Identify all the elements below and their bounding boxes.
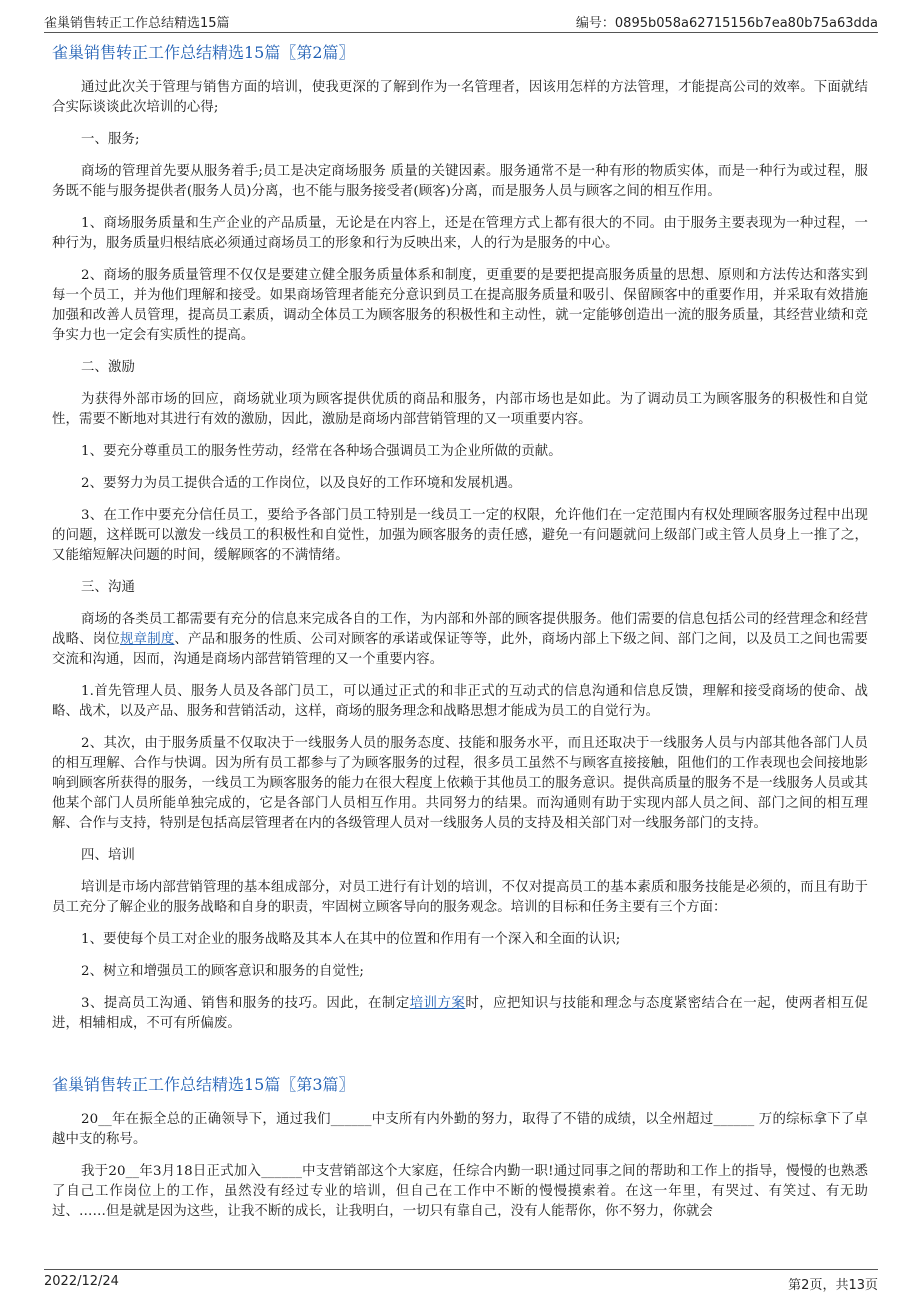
text-segment: 时，应把知识与技能和理念与态度紧密结合在一起，使两者相互促进，相辅相成，不可有所偏废。 bbox=[52, 996, 868, 1031]
rules-link[interactable]: 规章制度 bbox=[120, 632, 175, 647]
paragraph: 1.首先管理人员、服务人员及各部门员工，可以通过正式的和非正式的互动式的信息沟通和信息反馈，理解和接受商场的使命、战略、战术，以及产品、服务和营销活动，这样，商场的服务理念和战略思想才能成为员工的自觉行为。 bbox=[52, 684, 868, 719]
paragraph: 为获得外部市场的回应，商场就业项为顾客提供优质的商品和服务，内部市场也是如此。为了调动员工为顾客服务的积极性和自觉性，需要不断地对其进行有效的激励，因此，激励是商场内部营销管理的又一项重要内容。 bbox=[52, 392, 868, 427]
paragraph-with-link bbox=[52, 610, 868, 670]
text-segment: 、产品和服务的性质、公司对顾客的承诺或保证等等，此外，商场内部上下级之间、部门之间，以及员工之间也需要交流和沟通，因而，沟通是商场内部营销管理的又一个重要内容。 bbox=[52, 632, 868, 667]
training-plan-link[interactable]: 培训方案 bbox=[409, 996, 466, 1011]
section-title-2: 雀巢销售转正工作总结精选15篇〖第2篇〗 bbox=[52, 43, 355, 62]
subheading-service: 一、服务; bbox=[81, 132, 140, 147]
header-doc-code: 编号：0895b058a62715156b7ea80b75a63dda bbox=[575, 16, 878, 31]
paragraph: 20__年在振全总的正确领导下，通过我们______中支所有内外勤的努力，取得了不错的成绩，以全州超过______ 万的综标拿下了卓越中支的称号。 bbox=[52, 1112, 868, 1147]
section-title-3: 雀巢销售转正工作总结精选15篇〖第3篇〗 bbox=[52, 1075, 355, 1094]
text-segment: 3、提高员工沟通、销售和服务的技巧。因此，在制定 bbox=[81, 996, 410, 1011]
paragraph: 我于20__年3月18日正式加入______中支营销部这个大家庭，任综合内勤一职!通过同事之间的帮助和工作上的指导，慢慢的也熟悉了自己工作岗位上的工作，虽然没有经过专业的培训，但自己在工作中不断的慢慢摸索着。在这一年里，有哭过、有笑过、有无助过、……但是就是因为这些，让我不断的成长，让我明白，一切只有靠自己，没有人能帮你，你不努力，你就会 bbox=[52, 1164, 868, 1219]
subheading-communication: 三、沟通 bbox=[81, 580, 135, 595]
paragraph: 1、商场服务质量和生产企业的产品质量，无论是在内容上，还是在管理方式上都有很大的不同。由于服务主要表现为一种过程，一种行为，服务质量归根结底必须通过商场员工的形象和行为反映出来，人的行为是服务的中心。 bbox=[52, 216, 868, 251]
paragraph: 培训是市场内部营销管理的基本组成部分，对员工进行有计划的培训，不仅对提高员工的基本素质和服务技能是必须的，而且有助于员工充分了解企业的服务战略和自身的职责，牢固树立顾客导向的服务观念。培训的目标和任务主要有三个方面： bbox=[52, 880, 868, 915]
subheading-training: 四、培训 bbox=[81, 848, 135, 863]
document-body bbox=[52, 36, 868, 1234]
page-header bbox=[44, 8, 878, 33]
page-footer bbox=[44, 1269, 878, 1294]
paragraph: 商场的管理首先要从服务着手;员工是决定商场服务 质量的关键因素。服务通常不是一种有形的物质实体，而是一种行为或过程，服务既不能与服务提供者(服务人员)分离，也不能与服务接受者(顾客)分离，而是服务人员与顾客之间的相互作用。 bbox=[52, 164, 868, 199]
paragraph: 2、要努力为员工提供合适的工作岗位，以及良好的工作环境和发展机遇。 bbox=[81, 476, 522, 491]
paragraph: 2、其次，由于服务质量不仅取决于一线服务人员的服务态度、技能和服务水平，而且还取决于一线服务人员与内部其他各部门人员的相互理解、合作与快调。因为所有员工都参与了为顾客服务的过程，很多员工虽然不与顾客直接接触，阻他们的工作表现也会间接地影响到顾客所获得的服务，一线员工为顾客服务的能力在很大程度上依赖于其他员工的服务意识。提供高质量的服务不是一线服务人员或其他某个部门人员所能单独完成的，它是各部门人员相互作用。共同努力的结果。而沟通则有助于实现内部人员之间、部门之间的相互理解、合作与支持，特别是包括高层管理者在内的各级管理人员对一线服务人员的支持及相关部门对一线服务部门的支持。 bbox=[52, 736, 868, 831]
paragraph: 1、要使每个员工对企业的服务战略及其本人在其中的位置和作用有一个深入和全面的认识; bbox=[81, 932, 621, 947]
paragraph: 2、树立和增强员工的顾客意识和服务的自觉性; bbox=[81, 964, 365, 979]
footer-page-info: 第2页，共13页 bbox=[788, 1278, 878, 1293]
footer-date: 2022/12/24 bbox=[44, 1274, 119, 1289]
paragraph: 1、要充分尊重员工的服务性劳动，经常在各种场合强调员工为企业所做的贡献。 bbox=[81, 444, 562, 459]
text-segment: 商场的各类员工都需要有充分的信息来完成各自的工作，为内部和外部的顾客提供服务。他们需要的信息包括公司的经营理念和经营战略、岗位 bbox=[52, 612, 868, 647]
paragraph-with-link bbox=[52, 994, 868, 1034]
paragraph: 3、在工作中要充分信任员工，要给予各部门员工特别是一线员工一定的权限，允许他们在一定范围内有权处理顾客服务过程中出现的问题，这样既可以激发一线员工的积极性和自觉性，加强为顾客服务的责任感，避免一有问题就问上级部门或主管人员身上一推了之，又能缩短解决问题的时间，缓解顾客的不满情绪。 bbox=[52, 508, 868, 563]
paragraph: 通过此次关于管理与销售方面的培训，使我更深的了解到作为一名管理者，因该用怎样的方法管理，才能提高公司的效率。下面就结合实际谈谈此次培训的心得; bbox=[52, 80, 868, 115]
header-doc-title: 雀巢销售转正工作总结精选15篇 bbox=[44, 16, 230, 31]
subheading-incentive: 二、激励 bbox=[81, 360, 135, 375]
paragraph: 2、商场的服务质量管理不仅仅是要建立健全服务质量体系和制度，更重要的是要把提高服务质量的思想、原则和方法传达和落实到每一个员工，并为他们理解和接受。如果商场管理者能充分意识到员工在提高服务质量和吸引、保留顾客中的重要作用，并采取有效措施加强和改善人员管理，提高员工素质，调动全体员工为顾客服务的积极性和主动性，就一定能够创造出一流的服务质量，其经营业绩和竞争实力也一定会有实质性的提高。 bbox=[52, 268, 868, 343]
